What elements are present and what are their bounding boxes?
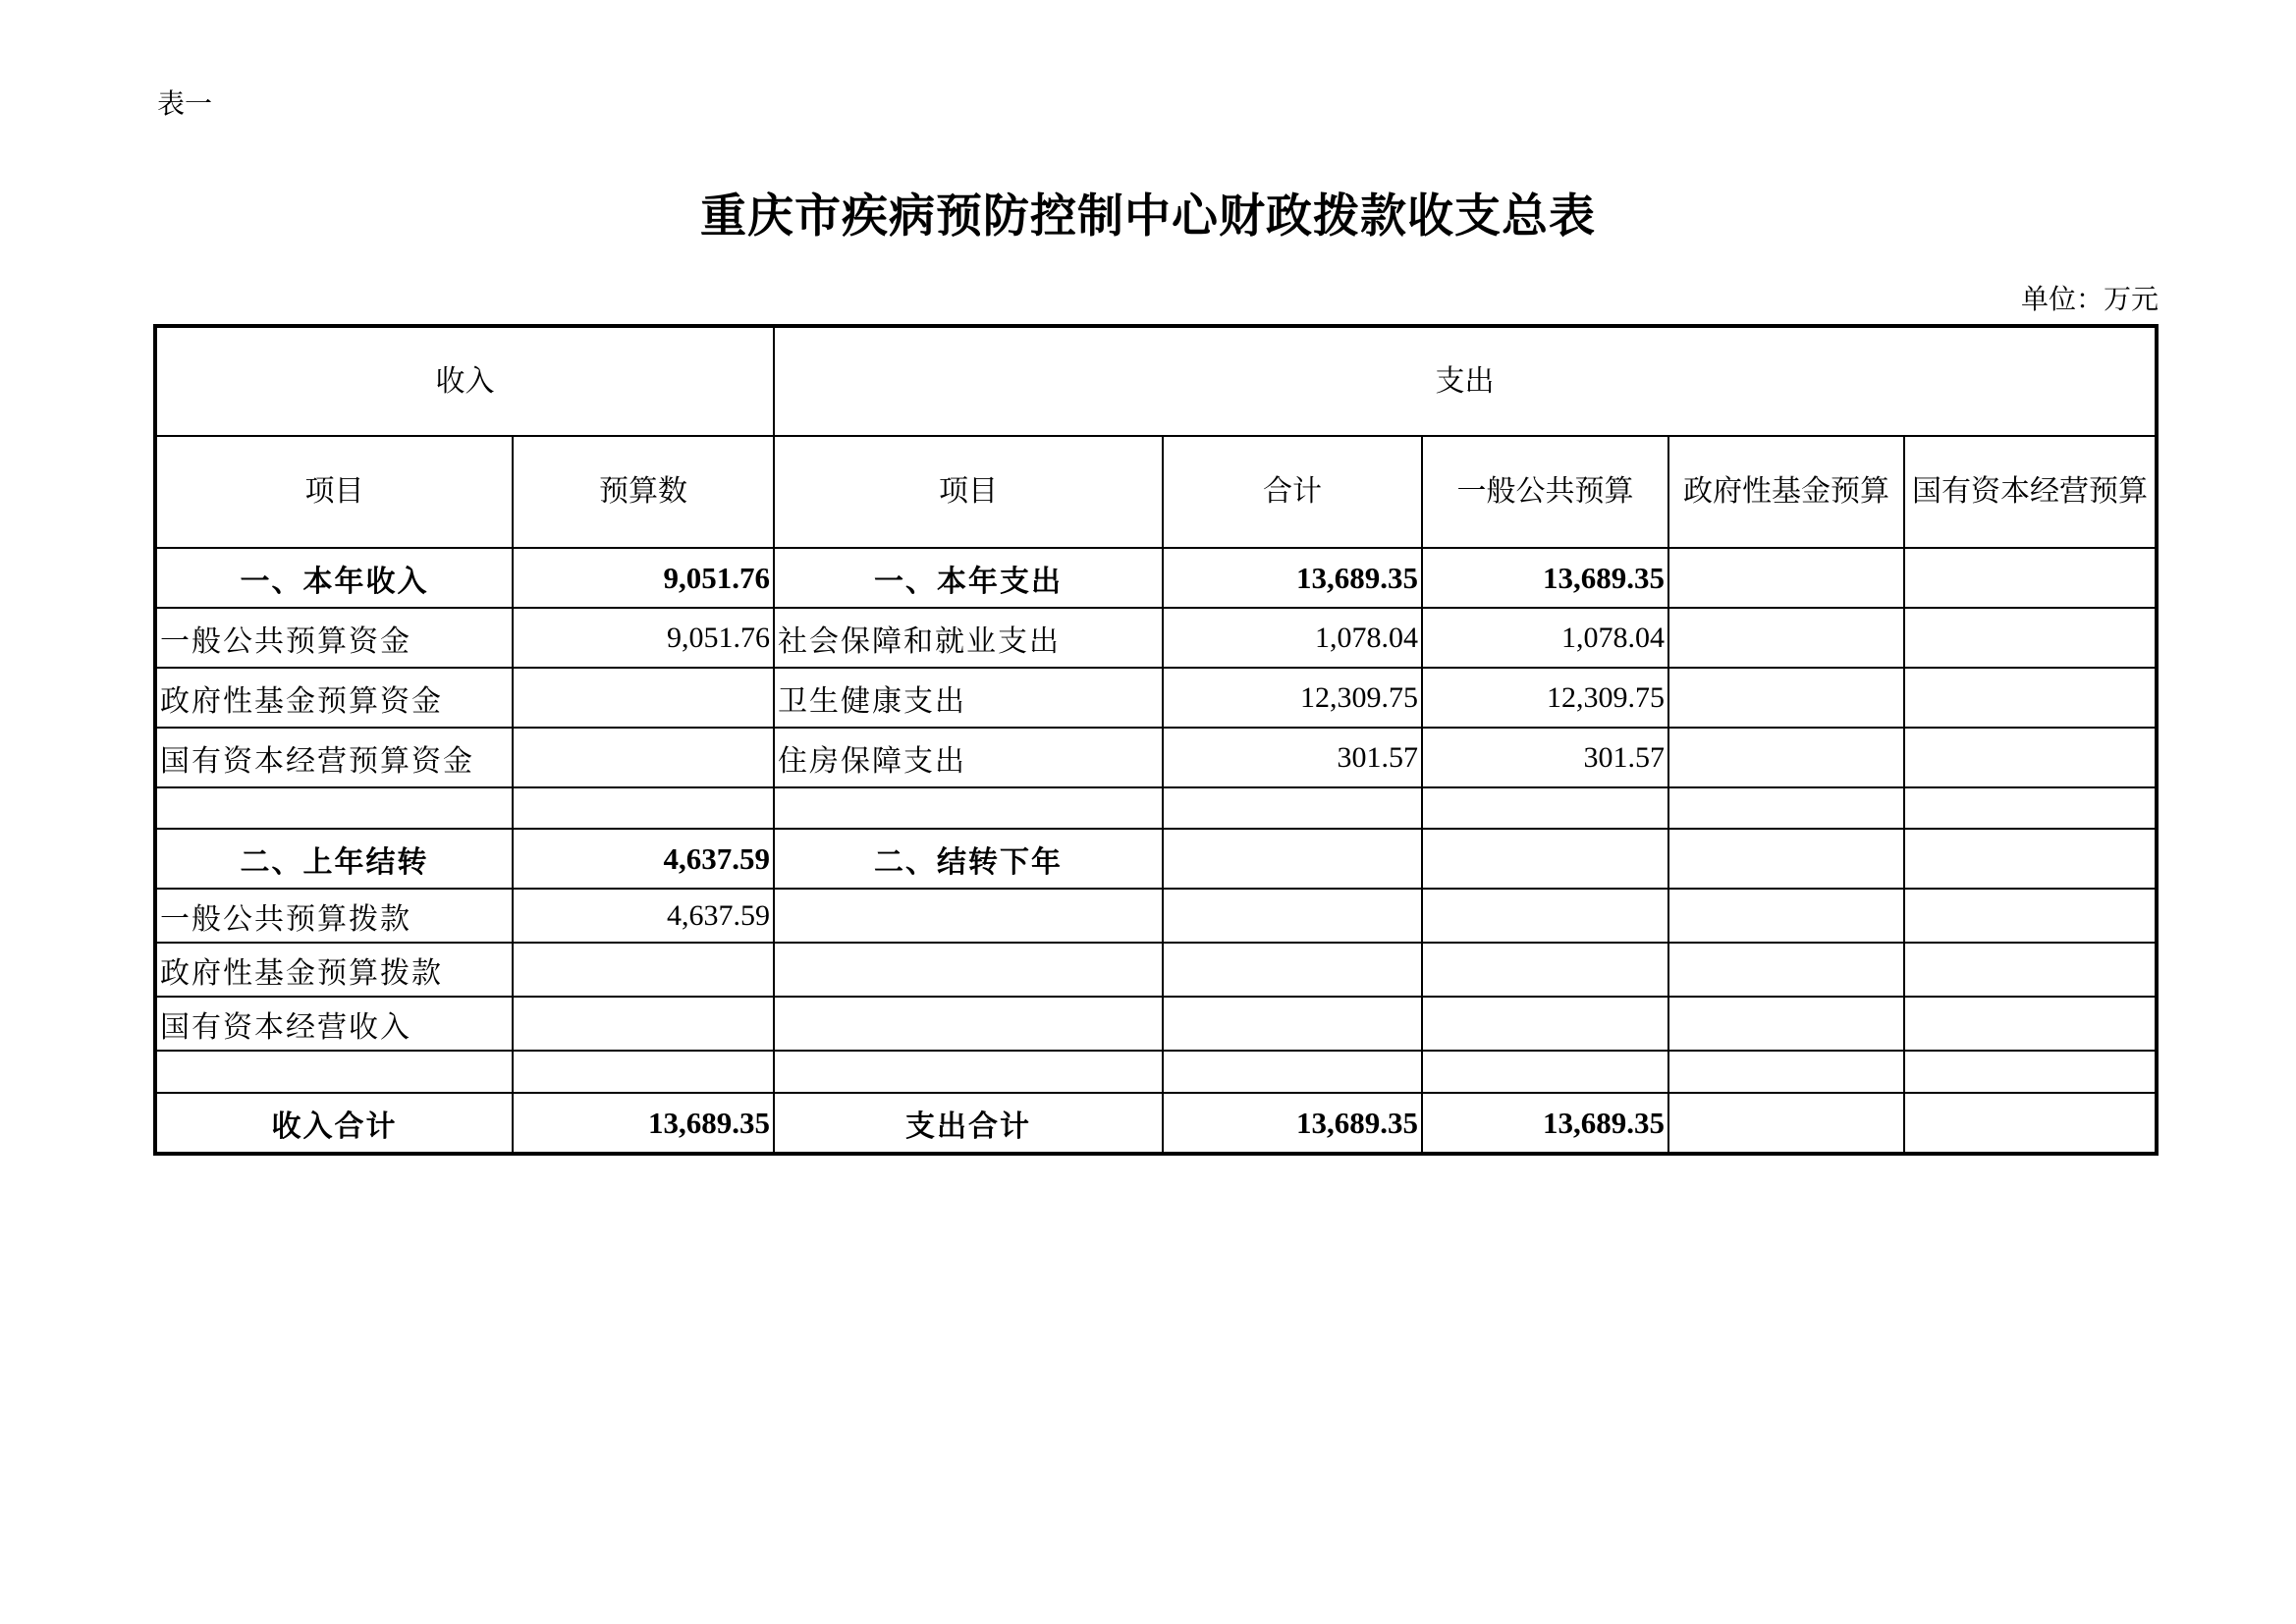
row-income-item: 一般公共预算资金 <box>155 608 513 668</box>
table-row <box>155 668 2157 728</box>
row-income-item: 二、上年结转 <box>155 829 513 889</box>
column-header-expense-item: 项目 <box>774 436 1163 548</box>
row-general-public: 13,689.35 <box>1422 548 1668 608</box>
row-income-budget <box>513 728 774 787</box>
row-expense-item <box>774 997 1163 1051</box>
row-income-item <box>155 787 513 829</box>
row-gov-fund <box>1668 548 1904 608</box>
column-header-income-item: 项目 <box>155 436 513 548</box>
row-expense-item: 二、结转下年 <box>774 829 1163 889</box>
table-row <box>155 997 2157 1051</box>
row-expense-item <box>774 943 1163 997</box>
row-gov-fund <box>1668 889 1904 943</box>
row-income-item <box>155 1051 513 1093</box>
row-income-budget <box>513 787 774 829</box>
row-state-capital <box>1904 943 2157 997</box>
row-income-budget <box>513 943 774 997</box>
table-row-total <box>155 1093 2157 1154</box>
column-header-state-capital: 国有资本经营预算 <box>1904 436 2157 548</box>
row-income-budget: 9,051.76 <box>513 548 774 608</box>
row-total: 13,689.35 <box>1163 548 1422 608</box>
row-total <box>1163 889 1422 943</box>
row-state-capital <box>1904 829 2157 889</box>
row-total <box>1163 1051 1422 1093</box>
table-row <box>155 548 2157 608</box>
row-general-public: 12,309.75 <box>1422 668 1668 728</box>
row-expense-item: 卫生健康支出 <box>774 668 1163 728</box>
row-general-public: 13,689.35 <box>1422 1093 1668 1154</box>
table-row-blank <box>155 787 2157 829</box>
row-income-item: 一般公共预算拨款 <box>155 889 513 943</box>
row-income-item: 收入合计 <box>155 1093 513 1154</box>
row-gov-fund <box>1668 787 1904 829</box>
row-general-public <box>1422 829 1668 889</box>
row-total: 301.57 <box>1163 728 1422 787</box>
row-income-item: 国有资本经营收入 <box>155 997 513 1051</box>
column-header-income-budget: 预算数 <box>513 436 774 548</box>
row-income-budget <box>513 997 774 1051</box>
row-state-capital <box>1904 548 2157 608</box>
table-row <box>155 608 2157 668</box>
row-general-public <box>1422 997 1668 1051</box>
table-row <box>155 728 2157 787</box>
row-state-capital <box>1904 997 2157 1051</box>
row-state-capital <box>1904 787 2157 829</box>
table-row <box>155 943 2157 997</box>
row-total: 13,689.35 <box>1163 1093 1422 1154</box>
column-header-general-public: 一般公共预算 <box>1422 436 1668 548</box>
table-row-blank <box>155 1051 2157 1093</box>
row-income-budget <box>513 1051 774 1093</box>
row-state-capital <box>1904 608 2157 668</box>
expense-group-header: 支出 <box>774 326 2157 436</box>
row-gov-fund <box>1668 668 1904 728</box>
row-expense-item <box>774 1051 1163 1093</box>
page-title: 重庆市疾病预防控制中心财政拨款收支总表 <box>700 189 1596 244</box>
row-state-capital <box>1904 668 2157 728</box>
row-gov-fund <box>1668 943 1904 997</box>
row-general-public <box>1422 943 1668 997</box>
row-expense-item: 社会保障和就业支出 <box>774 608 1163 668</box>
row-expense-item <box>774 889 1163 943</box>
row-total: 1,078.04 <box>1163 608 1422 668</box>
table-row <box>155 889 2157 943</box>
row-state-capital <box>1904 1051 2157 1093</box>
page-label: 表一 <box>157 87 213 120</box>
row-general-public <box>1422 787 1668 829</box>
income-group-header: 收入 <box>155 326 774 436</box>
table-row <box>155 829 2157 889</box>
row-expense-item: 支出合计 <box>774 1093 1163 1154</box>
row-income-item: 政府性基金预算拨款 <box>155 943 513 997</box>
row-total <box>1163 829 1422 889</box>
row-expense-item <box>774 787 1163 829</box>
row-general-public <box>1422 889 1668 943</box>
row-total <box>1163 787 1422 829</box>
row-gov-fund <box>1668 608 1904 668</box>
row-state-capital <box>1904 1093 2157 1154</box>
row-income-item: 国有资本经营预算资金 <box>155 728 513 787</box>
row-expense-item: 一、本年支出 <box>774 548 1163 608</box>
row-gov-fund <box>1668 728 1904 787</box>
row-income-budget: 13,689.35 <box>513 1093 774 1154</box>
column-header-total: 合计 <box>1163 436 1422 548</box>
row-income-budget: 4,637.59 <box>513 889 774 943</box>
row-income-budget <box>513 668 774 728</box>
row-gov-fund <box>1668 997 1904 1051</box>
row-income-item: 政府性基金预算资金 <box>155 668 513 728</box>
row-state-capital <box>1904 728 2157 787</box>
row-total: 12,309.75 <box>1163 668 1422 728</box>
column-header-gov-fund: 政府性基金预算 <box>1668 436 1904 548</box>
row-general-public: 301.57 <box>1422 728 1668 787</box>
row-total <box>1163 943 1422 997</box>
row-gov-fund <box>1668 829 1904 889</box>
row-general-public <box>1422 1051 1668 1093</box>
row-state-capital <box>1904 889 2157 943</box>
unit-label: 单位：万元 <box>2020 283 2159 315</box>
row-general-public: 1,078.04 <box>1422 608 1668 668</box>
table-header-row-columns <box>155 436 2157 548</box>
row-gov-fund <box>1668 1093 1904 1154</box>
budget-summary-table <box>153 324 2159 1156</box>
row-expense-item: 住房保障支出 <box>774 728 1163 787</box>
row-income-budget: 4,637.59 <box>513 829 774 889</box>
row-total <box>1163 997 1422 1051</box>
table-header-row-groups <box>155 326 2157 436</box>
row-income-item: 一、本年收入 <box>155 548 513 608</box>
row-gov-fund <box>1668 1051 1904 1093</box>
row-income-budget: 9,051.76 <box>513 608 774 668</box>
